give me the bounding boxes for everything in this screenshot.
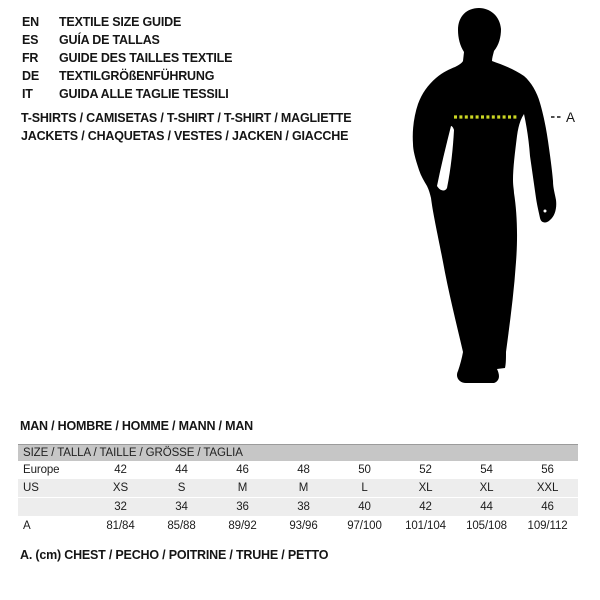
size-cell: L — [334, 479, 395, 498]
size-cell: 105/108 — [456, 517, 517, 536]
language-row — [22, 49, 232, 67]
language-code: DE — [22, 69, 39, 83]
language-label: TEXTILE SIZE GUIDE — [59, 15, 182, 29]
size-cell: 48 — [273, 461, 334, 479]
language-label: TEXTILGRÖßENFÜHRUNG — [59, 69, 215, 83]
size-cell: 97/100 — [334, 517, 395, 536]
size-cell: XL — [395, 479, 456, 498]
size-cell: 89/92 — [212, 517, 273, 536]
language-row — [22, 31, 232, 49]
size-cell: 109/112 — [517, 517, 578, 536]
size-cell: 54 — [456, 461, 517, 479]
size-cell: M — [212, 479, 273, 498]
size-cell: 93/96 — [273, 517, 334, 536]
finger-gap — [544, 210, 547, 213]
language-list — [22, 13, 232, 103]
size-cell: 52 — [395, 461, 456, 479]
size-cell: 81/84 — [90, 517, 151, 536]
size-cell: 32 — [90, 498, 151, 517]
size-table-header-row — [18, 445, 578, 462]
size-cell: M — [273, 479, 334, 498]
size-cell: 46 — [212, 461, 273, 479]
table-row — [18, 517, 578, 536]
language-code: EN — [22, 15, 39, 29]
category-line-jackets: JACKETS / CHAQUETAS / VESTES / JACKEN / GIACCHE — [21, 129, 349, 143]
size-cell: 44 — [151, 461, 212, 479]
size-cell: XS — [90, 479, 151, 498]
measure-label-a: A — [566, 110, 576, 125]
row-label: Europe — [18, 461, 90, 479]
size-cell: 56 — [517, 461, 578, 479]
language-code: FR — [22, 51, 39, 65]
size-cell: 34 — [151, 498, 212, 517]
language-label: GUIDA ALLE TAGLIE TESSILI — [59, 87, 229, 101]
size-cell: 44 — [456, 498, 517, 517]
man-silhouette-figure — [400, 0, 600, 400]
size-table-body — [18, 461, 578, 535]
category-line-tshirts: T-SHIRTS / CAMISETAS / T-SHIRT / T-SHIRT / MAGLIETTE — [21, 111, 352, 125]
measurement-footnote: A. (cm) CHEST / PECHO / POITRINE / TRUHE / PETTO — [20, 548, 329, 562]
language-code: IT — [22, 87, 33, 101]
language-label: GUIDE DES TAILLES TEXTILE — [59, 51, 233, 65]
language-label: GUÍA DE TALLAS — [59, 33, 160, 47]
size-table — [18, 444, 578, 535]
size-cell: 50 — [334, 461, 395, 479]
size-cell: S — [151, 479, 212, 498]
size-cell: 36 — [212, 498, 273, 517]
language-row — [22, 67, 232, 85]
size-table-wrap — [18, 444, 578, 535]
row-label — [18, 498, 90, 517]
size-table-header: SIZE / TALLA / TAILLE / GRÖSSE / TAGLIA — [18, 445, 578, 462]
man-silhouette — [413, 8, 557, 383]
size-cell: 38 — [273, 498, 334, 517]
section-title: MAN / HOMBRE / HOMME / MANN / MAN — [20, 419, 253, 433]
language-code: ES — [22, 33, 39, 47]
row-label: A — [18, 517, 90, 536]
language-row — [22, 85, 232, 103]
category-block — [21, 109, 351, 145]
size-cell: 85/88 — [151, 517, 212, 536]
row-label: US — [18, 479, 90, 498]
size-cell: 46 — [517, 498, 578, 517]
size-cell: 42 — [395, 498, 456, 517]
table-row — [18, 479, 578, 498]
table-row — [18, 498, 578, 517]
size-cell: XXL — [517, 479, 578, 498]
size-cell: 40 — [334, 498, 395, 517]
size-cell: XL — [456, 479, 517, 498]
language-row — [22, 13, 232, 31]
size-cell: 101/104 — [395, 517, 456, 536]
size-cell: 42 — [90, 461, 151, 479]
figure-area — [400, 0, 600, 400]
table-row — [18, 461, 578, 479]
